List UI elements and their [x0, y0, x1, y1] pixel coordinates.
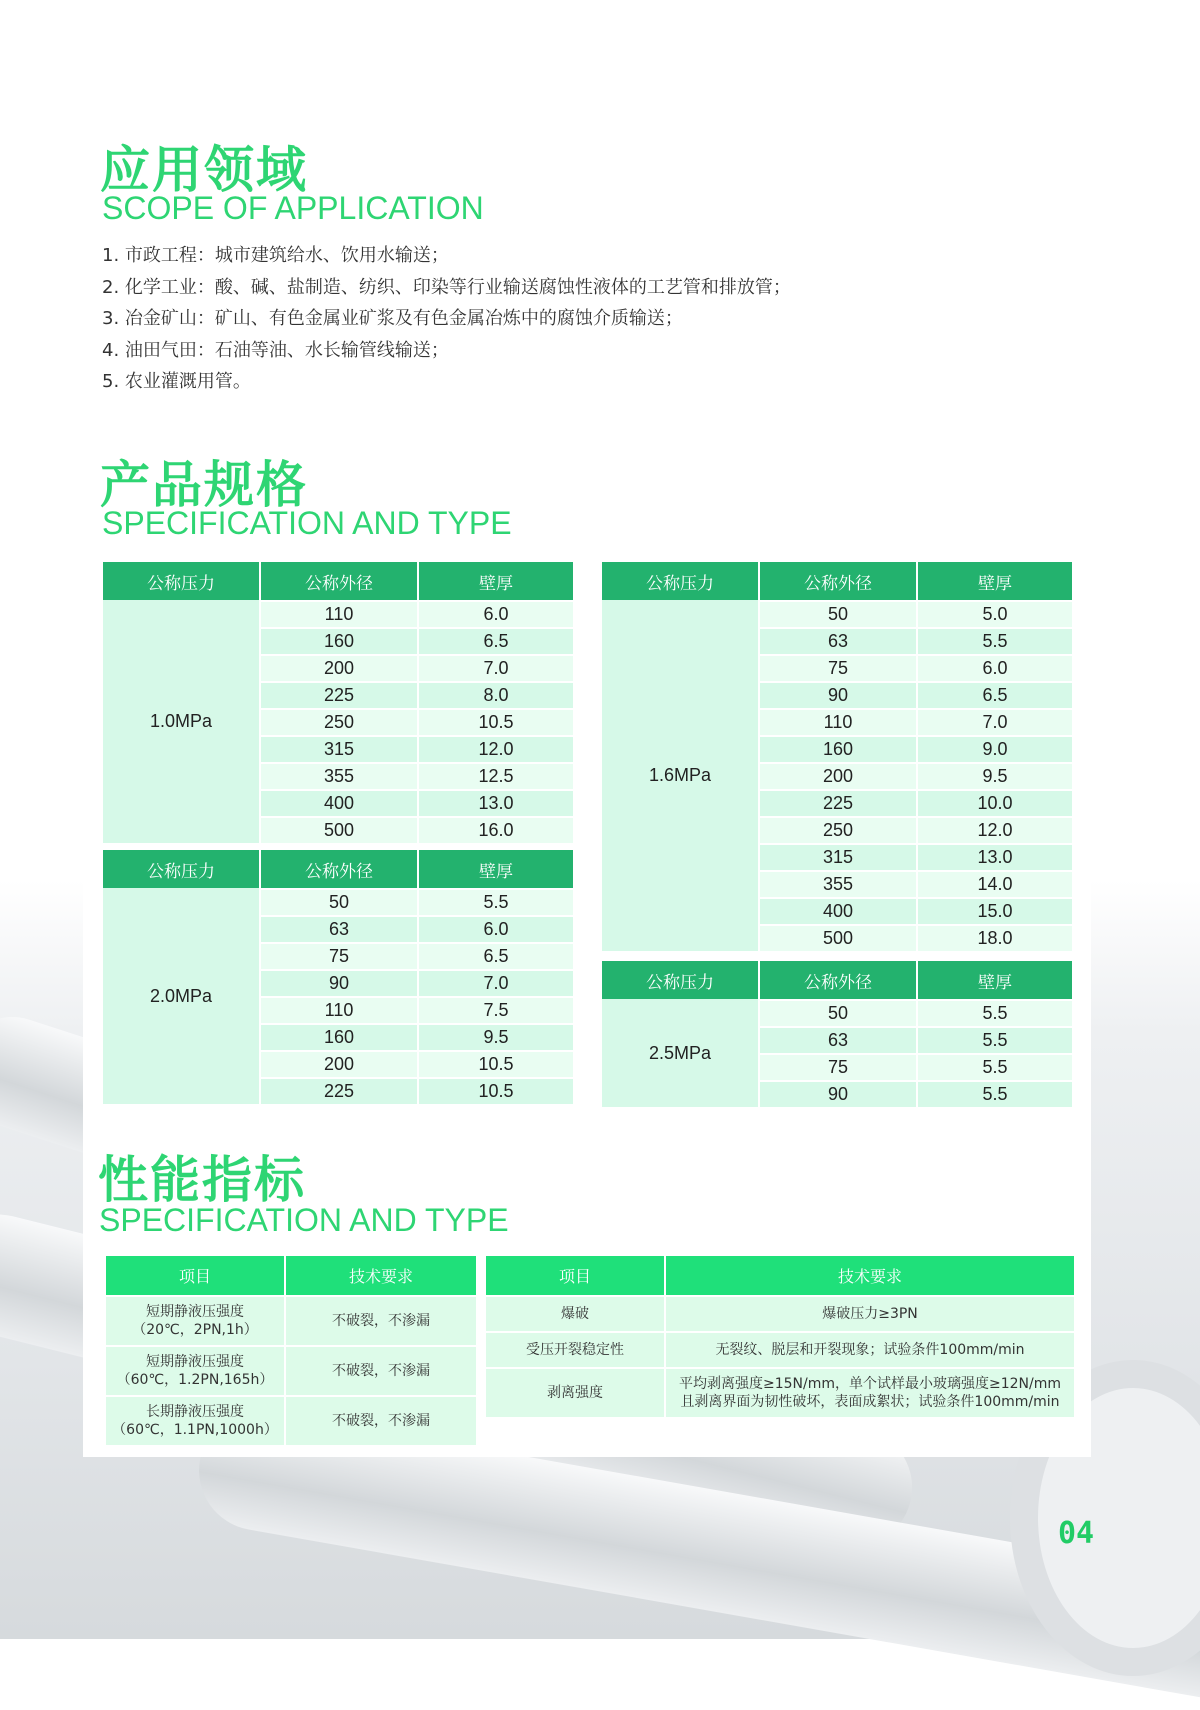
item-line: （60℃，1.1PN,1000h） — [112, 1422, 278, 1438]
column-header: 项目 — [486, 1256, 664, 1295]
thickness-cell: 9.5 — [918, 762, 1072, 789]
diameter-cell: 90 — [760, 681, 916, 708]
diameter-cell: 160 — [760, 735, 916, 762]
requirement-cell: 不破裂，不渗漏 — [286, 1297, 476, 1345]
scope-title-cn: 应用领域 — [100, 141, 308, 199]
column-header: 公称外径 — [261, 850, 417, 888]
column-header: 公称压力 — [602, 961, 758, 999]
item-cell — [106, 1297, 284, 1345]
thickness-cell: 7.0 — [419, 654, 573, 681]
diameter-cell: 355 — [261, 762, 417, 789]
table-row — [103, 888, 573, 915]
column-header: 公称外径 — [261, 562, 417, 600]
table-row — [602, 600, 1072, 627]
item-cell — [106, 1347, 284, 1395]
diameter-cell: 500 — [261, 816, 417, 843]
column-header: 壁厚 — [419, 562, 573, 600]
pressure-cell: 2.0MPa — [103, 888, 259, 1104]
diameter-cell: 355 — [760, 870, 916, 897]
table-row — [486, 1297, 1074, 1331]
diameter-cell: 500 — [760, 924, 916, 951]
diameter-cell: 63 — [760, 627, 916, 654]
perf-table-right — [484, 1254, 1076, 1419]
header-row — [103, 850, 573, 888]
scope-title-en: SCOPE OF APPLICATION — [102, 190, 484, 226]
item-line: （20℃，2PN,1h） — [132, 1322, 258, 1338]
requirement-cell: 不破裂，不渗漏 — [286, 1347, 476, 1395]
item-cell: 爆破 — [486, 1297, 664, 1331]
item-line: 长期静液压强度 — [146, 1404, 244, 1420]
thickness-cell: 7.0 — [918, 708, 1072, 735]
table-row — [486, 1369, 1074, 1417]
thickness-cell: 6.5 — [419, 627, 573, 654]
header-row — [602, 562, 1072, 600]
thickness-cell: 7.0 — [419, 969, 573, 996]
thickness-cell: 9.5 — [419, 1023, 573, 1050]
perf-title-en: SPECIFICATION AND TYPE — [99, 1202, 509, 1238]
thickness-cell: 6.5 — [918, 681, 1072, 708]
diameter-cell: 75 — [760, 1053, 916, 1080]
diameter-cell: 75 — [760, 654, 916, 681]
header-row — [602, 961, 1072, 999]
diameter-cell: 200 — [261, 654, 417, 681]
requirement-cell — [666, 1369, 1074, 1417]
diameter-cell: 75 — [261, 942, 417, 969]
thickness-cell: 10.5 — [419, 1050, 573, 1077]
thickness-cell: 18.0 — [918, 924, 1072, 951]
spec-table-2-5mpa — [600, 961, 1074, 1107]
diameter-cell: 315 — [760, 843, 916, 870]
item-cell: 受压开裂稳定性 — [486, 1333, 664, 1367]
requirement-line: 无裂纹、脱层和开裂现象；试验条件100mm/min — [715, 1342, 1025, 1358]
requirement-line: 平均剥离强度≥15N/mm，单个试样最小玻璃强度≥12N/mm — [678, 1376, 1062, 1392]
diameter-cell: 63 — [261, 915, 417, 942]
table-row — [103, 600, 573, 627]
header-row — [103, 562, 573, 600]
list-item: 3. 冶金矿山：矿山、有色金属业矿浆及有色金属冶炼中的腐蚀介质输送； — [102, 308, 683, 329]
thickness-cell: 6.0 — [918, 654, 1072, 681]
diameter-cell: 200 — [261, 1050, 417, 1077]
requirement-cell — [666, 1333, 1074, 1367]
thickness-cell: 5.5 — [419, 888, 573, 915]
thickness-cell: 5.5 — [918, 999, 1072, 1026]
column-header: 公称压力 — [602, 562, 758, 600]
table-row — [486, 1333, 1074, 1367]
requirement-cell: 不破裂，不渗漏 — [286, 1397, 476, 1445]
thickness-cell: 10.5 — [419, 1077, 573, 1104]
column-header: 壁厚 — [419, 850, 573, 888]
diameter-cell: 315 — [261, 735, 417, 762]
column-header: 公称外径 — [760, 562, 916, 600]
item-line: 短期静液压强度 — [146, 1354, 244, 1370]
diameter-cell: 110 — [261, 600, 417, 627]
thickness-cell: 5.5 — [918, 1080, 1072, 1107]
diameter-cell: 63 — [760, 1026, 916, 1053]
pressure-cell: 1.6MPa — [602, 600, 758, 951]
header-row — [106, 1256, 476, 1295]
thickness-cell: 5.5 — [918, 1026, 1072, 1053]
diameter-cell: 50 — [261, 888, 417, 915]
diameter-cell: 50 — [760, 999, 916, 1026]
column-header: 壁厚 — [918, 961, 1072, 999]
diameter-cell: 110 — [760, 708, 916, 735]
spec-table-1-0mpa — [101, 562, 575, 843]
thickness-cell: 13.0 — [918, 843, 1072, 870]
thickness-cell: 16.0 — [419, 816, 573, 843]
item-cell: 剥离强度 — [486, 1369, 664, 1417]
thickness-cell: 12.0 — [918, 816, 1072, 843]
column-header: 公称外径 — [760, 961, 916, 999]
thickness-cell: 12.0 — [419, 735, 573, 762]
diameter-cell: 400 — [760, 897, 916, 924]
header-row — [486, 1256, 1074, 1295]
column-header: 壁厚 — [918, 562, 1072, 600]
spec-title-cn: 产品规格 — [100, 456, 308, 514]
diameter-cell: 225 — [261, 681, 417, 708]
column-header: 公称压力 — [103, 850, 259, 888]
diameter-cell: 225 — [760, 789, 916, 816]
diameter-cell: 90 — [261, 969, 417, 996]
thickness-cell: 6.0 — [419, 600, 573, 627]
list-item: 2. 化学工业：酸、碱、盐制造、纺织、印染等行业输送腐蚀性液体的工艺管和排放管； — [102, 276, 791, 298]
spec-table-2-0mpa — [101, 850, 575, 1104]
pressure-cell: 1.0MPa — [103, 600, 259, 843]
diameter-cell: 160 — [261, 627, 417, 654]
thickness-cell: 5.5 — [918, 627, 1072, 654]
thickness-cell: 10.5 — [419, 708, 573, 735]
perf-title-cn: 性能指标 — [98, 1151, 306, 1209]
thickness-cell: 13.0 — [419, 789, 573, 816]
requirement-line: 爆破压力≥3PN — [822, 1306, 918, 1322]
requirement-line: 且剥离界面为韧性破坏，表面成絮状；试验条件100mm/min — [680, 1394, 1060, 1410]
list-item: 1. 市政工程：城市建筑给水、饮用水输送； — [102, 245, 449, 266]
scope-list — [102, 240, 791, 398]
item-cell — [106, 1397, 284, 1445]
thickness-cell: 5.5 — [918, 1053, 1072, 1080]
column-header: 项目 — [106, 1256, 284, 1295]
perf-table-left — [104, 1254, 478, 1447]
diameter-cell: 200 — [760, 762, 916, 789]
diameter-cell: 110 — [261, 996, 417, 1023]
requirement-cell — [666, 1297, 1074, 1331]
diameter-cell: 160 — [261, 1023, 417, 1050]
diameter-cell: 90 — [760, 1080, 916, 1107]
thickness-cell: 10.0 — [918, 789, 1072, 816]
column-header: 技术要求 — [666, 1256, 1074, 1295]
thickness-cell: 15.0 — [918, 897, 1072, 924]
table-row — [106, 1297, 476, 1345]
thickness-cell: 14.0 — [918, 870, 1072, 897]
column-header: 公称压力 — [103, 562, 259, 600]
table-row — [602, 999, 1072, 1026]
spec-table-1-6mpa — [600, 562, 1074, 951]
pressure-cell: 2.5MPa — [602, 999, 758, 1107]
thickness-cell: 9.0 — [918, 735, 1072, 762]
thickness-cell: 6.5 — [419, 942, 573, 969]
thickness-cell: 8.0 — [419, 681, 573, 708]
list-item: 4. 油田气田：石油等油、水长输管线输送； — [102, 339, 449, 361]
diameter-cell: 250 — [261, 708, 417, 735]
table-row — [106, 1347, 476, 1395]
page-number: 04 — [1058, 1516, 1095, 1551]
diameter-cell: 50 — [760, 600, 916, 627]
diameter-cell: 225 — [261, 1077, 417, 1104]
item-line: 短期静液压强度 — [146, 1304, 244, 1320]
item-line: （60℃，1.2PN,165h） — [116, 1372, 274, 1388]
spec-title-en: SPECIFICATION AND TYPE — [102, 505, 512, 541]
diameter-cell: 400 — [261, 789, 417, 816]
thickness-cell: 5.0 — [918, 600, 1072, 627]
diameter-cell: 250 — [760, 816, 916, 843]
list-item: 5. 农业灌溉用管。 — [102, 371, 251, 392]
column-header: 技术要求 — [286, 1256, 476, 1295]
table-row — [106, 1397, 476, 1445]
thickness-cell: 6.0 — [419, 915, 573, 942]
thickness-cell: 7.5 — [419, 996, 573, 1023]
thickness-cell: 12.5 — [419, 762, 573, 789]
